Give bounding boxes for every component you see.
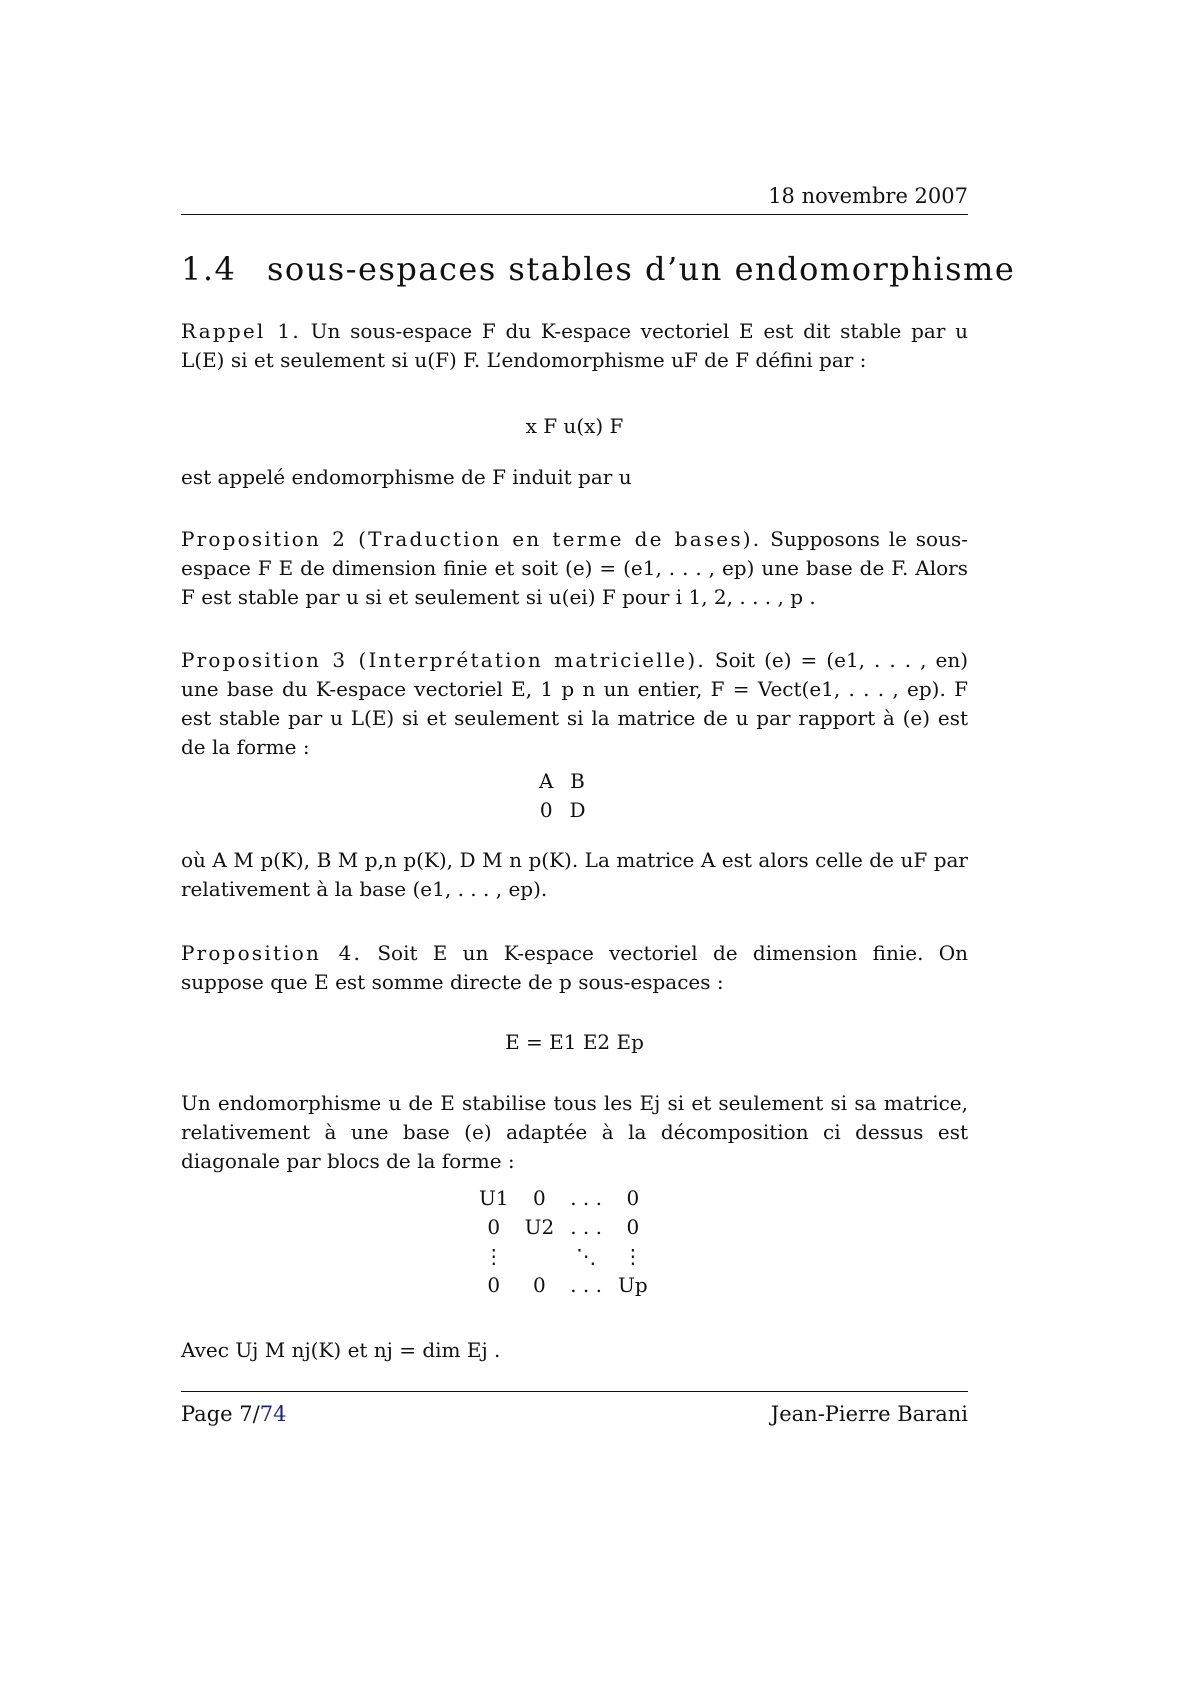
matrix-cell: 0	[487, 1214, 501, 1239]
matrix-cell: A	[539, 768, 554, 793]
page-label: Page 7/	[181, 1402, 260, 1426]
prop4-text: Soit E un K-espace vectoriel de dimension finie. On suppose que E est somme directe de p sous-espaces :	[181, 941, 968, 994]
prop4-paragraph	[181, 939, 968, 997]
prop3-tag: Proposition 3 (Interprétation matricielle).	[181, 648, 706, 672]
prop3-paragraph	[181, 646, 968, 762]
header-date: 18 novembre 2007	[768, 184, 968, 208]
prop3-after: où A M p(K), B M p,n p(K), D M n p(K). La matrice A est alors celle de uF par relativement à la base (e1, . . . , ep).	[181, 848, 968, 901]
matrix-cell: 0	[487, 1272, 501, 1297]
rappel-after: est appelé endomorphisme de F induit par u	[181, 465, 632, 489]
section-title	[181, 250, 1015, 288]
rappel-paragraph	[181, 317, 968, 375]
matrix-cell: ⋮	[622, 1243, 643, 1268]
matrix-cell: ⋮	[483, 1243, 504, 1268]
prop4-final: Avec Uj M nj(K) et nj = dim Ej .	[181, 1338, 501, 1362]
section-title-text: sous-espaces stables d’un endomorphisme	[267, 250, 1016, 288]
matrix-cell: 0	[626, 1185, 640, 1210]
matrix-cell: Up	[617, 1272, 648, 1297]
matrix-cell: 0	[533, 1272, 546, 1297]
prop4-tag: Proposition 4.	[181, 941, 363, 965]
section-number: 1.4	[181, 250, 237, 288]
matrix-cell: B	[570, 768, 585, 793]
matrix-cell: D	[569, 797, 586, 822]
matrix-cell: 0	[533, 1185, 546, 1210]
prop4-formula: E = E1 E2 Ep	[505, 1030, 644, 1054]
matrix-cell: . . .	[570, 1214, 602, 1239]
page-number	[181, 1402, 286, 1426]
footer-rule	[181, 1391, 968, 1392]
prop3-text: Soit (e) = (e1, . . . , en) une base du K-espace vectoriel E, 1 p n un entier, F = Vect(e1, . . . , ep). F est stable par u L(E) si et seulement si la matrice de u par rapport à (e) est de la forme :	[181, 648, 969, 759]
prop3-matrix	[531, 766, 594, 824]
prop4-matrix	[471, 1183, 656, 1299]
matrix-cell: 0	[626, 1214, 640, 1239]
matrix-cell: U1	[479, 1185, 509, 1210]
prop2-tag: Proposition 2 (Traduction en terme de bases).	[181, 527, 762, 551]
matrix-cell: . . .	[570, 1185, 602, 1210]
header-rule	[181, 214, 968, 215]
rappel-tag: Rappel 1.	[181, 319, 301, 343]
matrix-cell: U2	[524, 1214, 555, 1239]
matrix-cell: 0	[539, 797, 553, 822]
prop2-text: Supposons le sous-espace F E de dimension finie et soit (e) = (e1, . . . , ep) une base de F. Alors F est stable par u si et seulement si u(ei) F pour i 1, 2, . . . , p .	[181, 527, 968, 609]
prop4-after: Un endomorphisme u de E stabilise tous les Ej si et seulement si sa matrice, relativement à une base (e) adaptée à la décomposition ci dessus est diagonale par blocs de la forme :	[181, 1091, 968, 1173]
page-total-link[interactable]: 74	[259, 1402, 287, 1426]
matrix-cell: ⋱	[576, 1243, 597, 1268]
matrix-cell: . . .	[570, 1272, 602, 1297]
matrix-cell	[517, 1241, 563, 1270]
prop2-paragraph	[181, 525, 968, 612]
author: Jean-Pierre Barani	[770, 1402, 968, 1426]
rappel-text: Un sous-espace F du K-espace vectoriel E est dit stable par u L(E) si et seulement si u(F) F. L’endomorphisme uF de F défini par :	[181, 319, 968, 372]
rappel-formula: x F u(x) F	[525, 414, 624, 438]
